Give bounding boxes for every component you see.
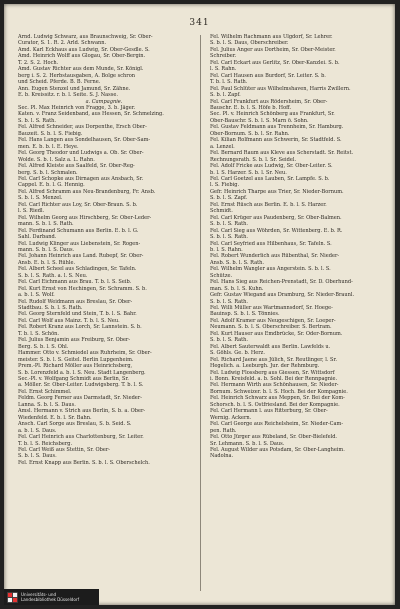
entry-line: Wolde. S. b. l. Salz a. L. Rahn. bbox=[18, 156, 95, 163]
entry-line: Fel. Ernst Knapp aus Berlin. S. b. l. S. Oberschelch. bbox=[18, 459, 150, 466]
entry-line: Fel. Wilhelm Georg aus Hirschberg, Sr. Ober-Leder- bbox=[18, 214, 152, 221]
entry-line: Schreiber. bbox=[210, 53, 237, 60]
entry-line: Amd. Heinrich Wolff aus Glogau, Sr. Ober-Bergin. bbox=[18, 53, 146, 60]
entry-line: Arnd. Ludwig Schwarz, aus Braunschweig, Sr. Ober- bbox=[18, 34, 153, 40]
entry-line: Fel. Carl Heinrich aus Charlottenburg, Sr. Leiter. bbox=[18, 434, 144, 441]
entry-line: Gefr. Heinrich Tharpe aus Trier, Sr. Nieder-Bornum. bbox=[210, 188, 344, 195]
entry-line: Fel. Carl Eckart aus Gerlitz, Sr. Ober-Kanzlei. S. b. bbox=[210, 59, 340, 66]
entry-line: b. l. S. Rahn. bbox=[210, 246, 243, 253]
entry-line: Fel. Gustav Feldmann aus Trennheim, Sr. Hamburg. bbox=[210, 124, 344, 131]
entry-line: Fel. Hans Sieg aus Reichen-Prenstadt, Sr. D. Oberhund- bbox=[210, 279, 353, 286]
entry-line: Sec.-Pl. v. Wolfgang Schmidt aus Berlin, Sr. bbox=[18, 376, 129, 383]
entry-line: S. b. Lorenzfeld a. b. l. S. Neu. Stadt Langenberg. bbox=[18, 369, 146, 376]
entry-line: Fel. Bernard Raum aus Kleve aus Scherstadt. Sr. Reitst. bbox=[210, 150, 354, 157]
entry-line: Fel. Adolf Kramer aus Neugeschigen, Sr. Loeper- bbox=[210, 317, 336, 324]
entry-line: S. Göhls. Ge. b. Herz. bbox=[210, 350, 265, 357]
entry-line: Fel. Otto Jürger aus Rübeland, Sr. Ober-Bielefeld. bbox=[210, 434, 338, 441]
entry-line: E. b. Kreissitz. r. b. l. Seite. S. J. Nasse. bbox=[18, 92, 118, 99]
entry-line: Fel. Ernst Rüsch aus Berlin. E. b. l. S. Harzer. bbox=[210, 201, 327, 208]
entry-line: mann. S. b. l. S. Daus. bbox=[18, 246, 75, 253]
entry-line: Amsl. Hermann v. Strich aus Berlin, S. b. a. Ober- bbox=[18, 408, 146, 415]
entry-line: Fel. Wilhelm Wangler aus Angerstein. S. b. l. S. bbox=[210, 266, 331, 273]
entry-line: Fel. Adolf Fricke aus Ludwig, Sr. Ober-Leiter. S. bbox=[210, 163, 333, 170]
entry-line: Berg. S. b. l. S. Ohl. bbox=[18, 343, 69, 350]
entry-line: Fel. Kurt Ernst von Hechingen, Sr. Schramm. S. b. bbox=[18, 285, 147, 292]
entry-line: S. b. l. S. Rath. bbox=[210, 234, 249, 241]
entry-line: S. b. l. S. Menzel. bbox=[18, 195, 63, 202]
entry-line: S. b. l. Zapf. bbox=[210, 92, 241, 99]
entry-line: Fel. Carl Goetzel aus Lauben, Sr. Lampfe. S. b. bbox=[210, 175, 330, 182]
entry-line: S. b. l. S. Zapf. bbox=[210, 195, 248, 202]
entry-line: a. b. l. S. Daus. bbox=[18, 427, 57, 434]
entry-line: Ober-Bornum. S. b. l. Sr. Rahn. bbox=[210, 130, 290, 137]
entry-line: Wernig. Ackern. bbox=[210, 414, 252, 421]
entry-line: Curator, S. 1. R. 2. Arld. Schwann. bbox=[18, 40, 107, 47]
library-emblem-icon bbox=[7, 592, 18, 603]
entry-line: Fel. August Wilder aus Potsdam, Sr. Ober-Langheim. bbox=[210, 447, 345, 453]
entry-line: a. Möller. Sr. Ober-Leiter. Ludwigsberg. T. b. l. S. bbox=[18, 382, 144, 389]
entry-line: Fel. Julius Anger aus Dortheim, Sr. Ober-Meister. bbox=[210, 46, 336, 53]
entry-line: Katen. v. Franz Seidenband, aus Hessen, Sr. Schmelzing. bbox=[18, 111, 164, 118]
entry-line: Fel. Carl Wolf aus Mainz. T. b. l. S. Neu. bbox=[18, 317, 120, 324]
entry-line: Sec. Pl. v. Heinrich Schönberg aus Frankfurt, Sr. bbox=[210, 111, 335, 118]
entry-line: Fel. Willi Müller aus Wartmannsdorf, Sr. Hoege- bbox=[210, 305, 333, 312]
document-page bbox=[4, 4, 395, 605]
entry-line: a. b. l. S. Wolf. bbox=[18, 292, 55, 299]
entry-line: Fel. Carl Hermann l. aus Ritterburg, Sr. Ober- bbox=[210, 408, 328, 415]
library-logo[interactable] bbox=[4, 589, 99, 605]
entry-line: Fel. Carl Schopke aus Dirnagen aus Ansbach, Sr. bbox=[18, 175, 144, 182]
entry-line: Fel. Ferdinand Schumann aus Berlin. E. b. l. G. bbox=[18, 227, 139, 234]
entry-line: S. b. l. S. Rath. bbox=[210, 298, 249, 305]
entry-line: T. b. l. S. Schön. bbox=[18, 330, 60, 337]
entry-line: Fel. Alfred Schramm aus Neu-Brandenburg, Fr. Ansb. bbox=[18, 188, 156, 195]
entry-line: Bauschr. E. b. l. S. Höfe b. Hoff. bbox=[210, 104, 292, 111]
entry-line: Wiedenfeld. E. b. l. Sr. Bahn. bbox=[18, 414, 92, 421]
entry-line: Fel. Albert Sauterwaldt aus Berlin. Lawfelds u. bbox=[210, 343, 331, 350]
entry-line: Fel. Alfred Kleiste aus Saalfeld, Sr. Ober-Reg- bbox=[18, 163, 135, 170]
entry-line: Fel. Rudolf Weidmann aus Breslau, Sr. Ober- bbox=[18, 298, 133, 305]
left-column bbox=[18, 34, 190, 466]
entry-line: Fel. Carl Eichmann aus Brau. T. b. l. S. Seib. bbox=[18, 279, 132, 286]
entry-line: Bauinsp. S. b. l. S. Tönnies. bbox=[210, 311, 280, 318]
entry-line: Fel. Carl Hausen aus Burdorf, Sr. Leiter. S. b. bbox=[210, 72, 326, 79]
entry-line: i. Bonn. Kreisfeld. a. b. Sohl. Bei der Rennpagnie. bbox=[210, 376, 338, 383]
entry-line: berg. S. b. l. Schmalen. bbox=[18, 169, 78, 176]
entry-line: Fel. Hermann Wirth aus Schönhausen, Sr. Nieder- bbox=[210, 382, 339, 389]
entry-line: Amd. Gustav Richter aus dem Munde, Sr. Königl. bbox=[18, 66, 144, 73]
entry-line: Fel. Paul Schlüter aus Wilhelmshaven, Harris Zwillern. bbox=[210, 85, 351, 92]
entry-line: Fel. Carl Richter aus Loy, Sr. Ober-Braun. S. b. bbox=[18, 201, 138, 208]
entry-line: Fel. Johann Heinrich aus Land. Rubepf, Sr. Ober- bbox=[18, 253, 144, 260]
entry-line: Bauzeit. S. b. l. S. Fiebig. bbox=[18, 130, 83, 137]
entry-line: man. S. b. l. S. Kuhn. bbox=[210, 285, 264, 292]
entry-line: Sahl. Darband. bbox=[18, 234, 57, 241]
entry-line: Fel. Alfred Schneider, aus Dorpenthe, Ersch Ober- bbox=[18, 124, 147, 131]
entry-line: S. b. l. S. Daus, Oberschreiber. bbox=[210, 40, 289, 47]
entry-line: Fel. Ludwig Flossberg aus Giessen, Sr. Wittsdorf bbox=[210, 369, 335, 376]
entry-line: Hammer. Otto v. Schmiedel aus Ruhrheim, Sr. Ober- bbox=[18, 350, 152, 357]
entry-line: Stadtbau. S. b. l. S. Rath. bbox=[18, 305, 83, 312]
entry-line: Fel. Albert Scheel aus Schladingen, Sr. Tafeln. bbox=[18, 266, 137, 273]
entry-line: Neumann. S. b. l. S. Oberschreiber. S. Bertram. bbox=[210, 324, 332, 331]
entry-line: berg i. S. 2. Herbstausgaben, A. Bolge schron bbox=[18, 72, 136, 79]
entry-line: Fel. Wilhelm Rachmann aus Ulgdorf, Sr. Lehrer. bbox=[210, 34, 333, 40]
entry-line: Lanna. S. b. l. S. Daus. bbox=[18, 401, 76, 408]
entry-line: Fel. Julius Benjamin aus Freiburg, Sr. Ober- bbox=[18, 337, 131, 344]
entry-line: Fel. Carl Krüger aus Paudenberg, Sr. Ober-Balmen. bbox=[210, 214, 342, 221]
entry-line: Schmidt. bbox=[210, 208, 233, 215]
entry-line: b. l. S. Harzer. S. b. l. Sr. Neu. bbox=[210, 169, 287, 176]
entry-line: Fel. Robert Wunderlich aus Rübenthal, Sr. Nieder- bbox=[210, 253, 340, 260]
entry-line: l. S. Rahn. bbox=[210, 66, 237, 73]
entry-line: Fel. Ernst Schimmel. bbox=[18, 388, 72, 395]
entry-line: l. S. Fiebig. bbox=[210, 182, 240, 189]
entry-line: Amd. Karl Eckhaus aus Ludwig, Sr. Ober-Gesdle. S. bbox=[18, 46, 150, 53]
entry-line: S. b. l. S. Rath. bbox=[210, 221, 249, 228]
entry-line: T. 2. S. 2. Hoch. bbox=[18, 59, 59, 66]
entry-line: Schütze. bbox=[210, 272, 233, 279]
entry-line: Fel. Kurt Hauser aus Emdbrücke, Sr. Oder-Bornum. bbox=[210, 330, 343, 337]
entry-line: Fel. Ludwig Klinger aus Liebenstein, Sr. Rogen- bbox=[18, 240, 141, 247]
entry-line: pen. Rath. bbox=[210, 427, 237, 434]
entry-line: Fel. Heinrich Schwarz aus Meppen, Sr. Bei der Kom- bbox=[210, 395, 345, 402]
entry-line: Ansb. E. b. l. S. Rühle. bbox=[18, 259, 76, 266]
logo-line-2: Landesbibliothek Düsseldorf bbox=[21, 597, 80, 602]
entry-line: Fel. Kilian Rolfmann aus Schwerin, Sr. Stadtfeld. S. bbox=[210, 137, 342, 144]
column-divider bbox=[200, 35, 201, 591]
logo-line-1: Universitäts- und bbox=[21, 592, 57, 597]
entry-line: l. S. Riedl. bbox=[18, 208, 45, 215]
entry-line: Rechnungsrath. S. b. l. Sr. Seidel. bbox=[210, 156, 297, 163]
entry-line: S. b. l. S. Rath. a. l. S. Neu. bbox=[18, 272, 88, 279]
entry-line: Fel. Carl Seyfried aus Hilbenhaus, Sr. Tafeln. S. bbox=[210, 240, 332, 247]
logo-text bbox=[21, 592, 79, 602]
entry-line: Fel. Carl Weiß aus Stettin, Sr. Ober- bbox=[18, 447, 110, 453]
entry-line: Prem.-Pl. Richard Möller aus Heinrichsberg, bbox=[18, 363, 133, 370]
entry-line: Fel. Robert Kranz aus Lorch, Sr. Lannstein. S. b. bbox=[18, 324, 142, 331]
page-number: 341 bbox=[189, 18, 210, 28]
entry-line: Bornum. Schweizer. b. l. S. Hoch. Bei der Kompagnie. bbox=[210, 388, 348, 395]
entry-line: Feldm. Georg Ferner aus Darmstadt, Sr. Nieder- bbox=[18, 395, 142, 402]
entry-line: Ansch. Carl Sorge aus Breslau, S. b. Seid. S. bbox=[18, 421, 132, 428]
entry-line: Fel. Georg Sternfeld und Stein, T. b. l. S. Bahr. bbox=[18, 311, 137, 318]
entry-line: Cappel. E. b. l. G. Hennig. bbox=[18, 182, 85, 189]
entry-line: mann. S. b. l. S. Rath. bbox=[18, 221, 74, 228]
entry-line: Sec. Pl. Max Heinrich von Fragge, 3. b. Jäger. bbox=[18, 104, 136, 111]
entry-line: S. b. l. S. Rath. bbox=[18, 117, 57, 124]
section-heading: a. Campagnie. bbox=[85, 98, 123, 105]
entry-line: Fel. Hans Langen aus Sondelhausen, Sr. Ober-Sam- bbox=[18, 137, 151, 144]
entry-line: und Scheid. Pferde. B. B. Ferne. bbox=[18, 79, 101, 86]
entry-line: Gefr. Gustav Wiegand aus Dramburg, Sr. Nieder-Braunl. bbox=[210, 292, 355, 299]
entry-line: S. b. l. S. Daus. bbox=[18, 453, 57, 460]
entry-line: T. b. l. S. Reichsberg. bbox=[18, 440, 73, 447]
entry-line: Fel. Carl George aus Reichelsheim, Sr. Nieder-Cam- bbox=[210, 421, 344, 428]
entry-line: Fel. Georg Theodor und Ludwigs a. Ob. Sr. Ober- bbox=[18, 150, 144, 157]
entry-line: Ansb. S. b. l. S. Rath. bbox=[210, 259, 264, 266]
entry-line: Nadolna. bbox=[210, 453, 234, 460]
entry-line: Ann. Eugen Stenzel und Jamund, Sr. Zähne. bbox=[18, 85, 131, 92]
entry-line: S. b. l. S. Rath. bbox=[210, 337, 249, 344]
entry-line: Fel. Carl Frankfurt aus Rödersheim, Sr. Ober- bbox=[210, 98, 328, 105]
entry-line: Fel. Richard Jaene aus Jülich, Sr. Reutlinger, l. Sr. bbox=[210, 356, 337, 363]
entry-line: meister. S. b. l. S. Geitel. Berlin Lupgenheim. bbox=[18, 356, 134, 363]
right-column bbox=[210, 34, 382, 460]
entry-line: men. E. b. b. l. E. Heye. bbox=[18, 143, 79, 150]
entry-line: Sr. Lehmann. S. b. l. S. Daus. bbox=[210, 440, 285, 447]
entry-line: Ober-Bauschr. S. b. l. S. Marn ö. Sohn. bbox=[210, 117, 309, 124]
entry-line: Fel. Carl Sieg aus Wöhrden, Sr. Wittenberg. E. b. R. bbox=[210, 227, 343, 234]
entry-line: Hegelich. a. Leeburgh. Jur. der Rehmburg. bbox=[210, 363, 320, 370]
entry-line: Schorsch. b. l. S. Ostfriesland. Bei der Kompagnie. bbox=[210, 401, 340, 408]
entry-line: a. Lenzel. bbox=[210, 143, 235, 150]
entry-line: T. b. l. S. Rath. bbox=[210, 79, 248, 86]
